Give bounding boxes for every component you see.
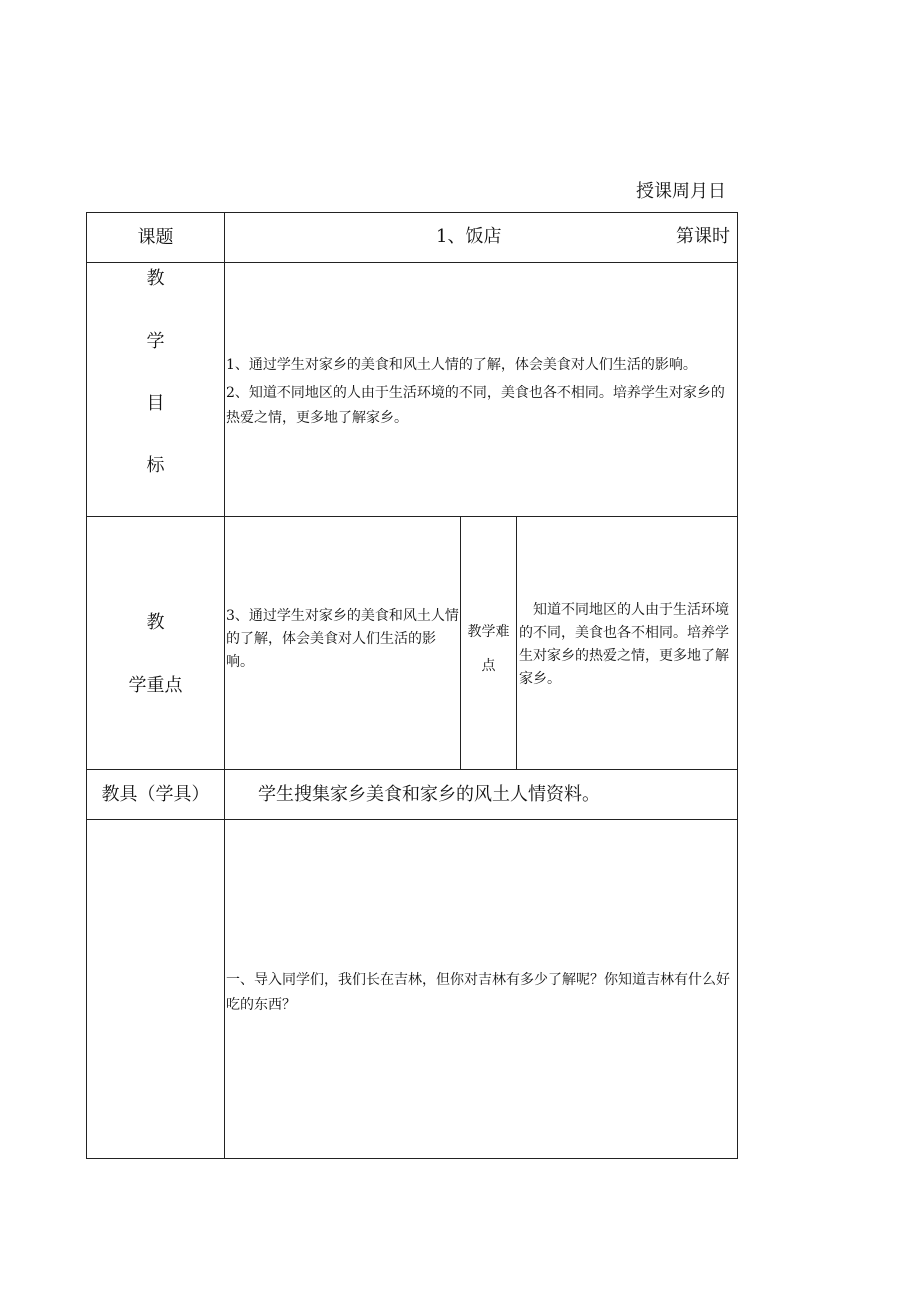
key-points-label-line2: 学重点 [128,675,183,696]
tools-text: 学生搜集家乡美食和家乡的风土人情资料。 [258,784,600,805]
difficulty-text: 知道不同地区的人由于生活环境的不同，美食也各不相同。培养学生对家乡的热爱之情，更多地了解家乡。 [519,602,729,687]
label-column-divider [224,212,225,1159]
objectives-label-char: 目 [146,393,165,414]
row-divider [86,516,738,517]
topic-title: 1、饭店 [436,226,502,247]
objectives-label-char: 教 [146,268,165,289]
row-divider [86,262,738,263]
process-text: 一、导入同学们，我们长在吉林，但你对吉林有多少了解呢？你知道吉林有什么好吃的东西？ [226,972,730,1013]
topic-label: 课题 [137,227,174,248]
period-label: 第课时 [676,226,730,247]
date-line: 授课周月日 [636,181,726,202]
key-points-label-line1: 教 [146,612,165,633]
objective-item: 2、知道不同地区的人由于生活环境的不同，美食也各不相同。培养学生对家乡的热爱之情，更多地了解家乡。 [226,385,725,426]
table-border-bottom [86,1158,738,1159]
difficulty-divider-right [516,516,517,769]
difficulty-label-line1: 教学难 [467,624,510,640]
lesson-plan-table [86,212,738,1159]
objectives-label-char: 学 [146,331,165,352]
key-points-text: 3、通过学生对家乡的美食和风土人情的了解，体会美食对人们生活的影响。 [226,608,459,670]
difficulty-label-line2: 点 [481,658,496,674]
objectives-label-char: 标 [146,455,165,476]
row-divider [86,819,738,820]
objective-item: 1、通过学生对家乡的美食和风土人情的了解，体会美食对人们生活的影响。 [226,357,697,373]
tools-label: 教具（学具） [101,784,210,805]
